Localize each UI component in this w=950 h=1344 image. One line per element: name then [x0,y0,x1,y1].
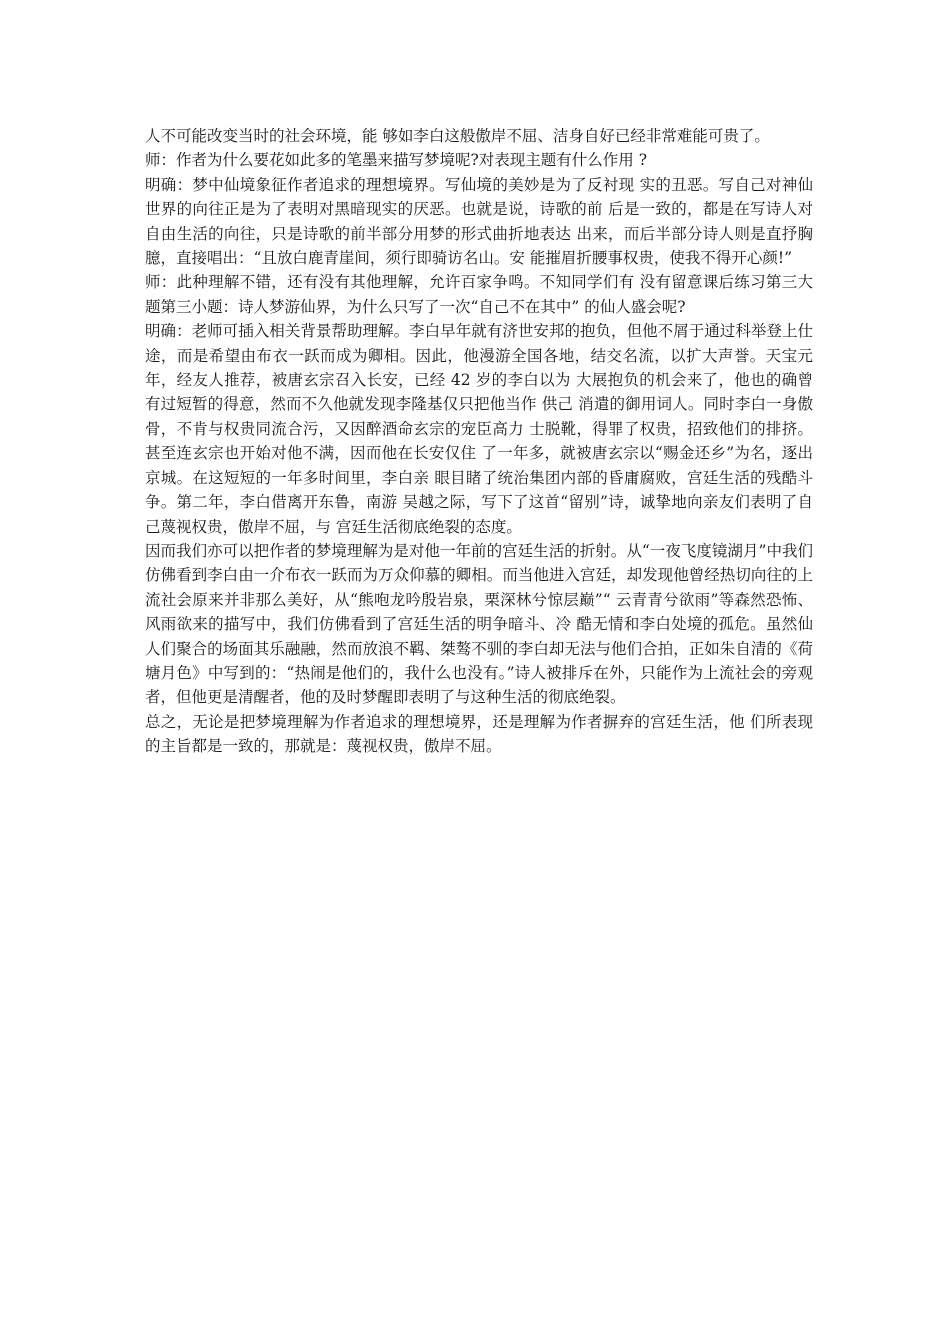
paragraph-4: 师：此种理解不错，还有没有其他理解，允许百家争鸣。不知同学们有 没有留意课后练习第三大题第三小题：诗人梦游仙界，为什么只写了一次“自己不在其中” 的仙人盛会呢? [145,273,813,316]
paragraph-6: 因而我们亦可以把作者的梦境理解为是对他一年前的宫廷生活的折射。从“一夜飞度镜湖月”中我们仿佛看到李白由一介布衣一跃而为万众仰慕的卿相。而当他进入宫廷，却发现他曾经热切向往的上流社会原来并非那么美好，从“熊咆龙吟殷岩泉，栗深林兮惊层巅”“ 云青青兮欲雨”等森然恐怖、风雨欲来的描写中，我们仿佛看到了宫廷生活的明争暗斗、冷 酷无情和李白处境的孤危。虽然仙人们聚合的场面其乐融融，然而放浪不羁、桀骜不驯的李白却无法与他们合拍，正如朱自清的《荷塘月色》中写到的：“热闹是他们的，我什么也没有。”诗人被排斥在外，只能作为上流社会的旁观者，但他更是清醒者，他的及时梦醒即表明了与这种生活的彻底绝裂。 [145,541,813,707]
paragraph-5: 明确：老师可插入相关背景帮助理解。李白早年就有济世安邦的抱负，但他不屑于通过科举登上仕途，而是希望由布衣一跃而成为卿相。因此，他漫游全国各地，结交名流，以扩大声誉。天宝元年，经友人推荐，被唐玄宗召入长安，已经 42 岁的李白以为 大展抱负的机会来了，他也的确曾有过短暂的得意，然而不久他就发现李隆基仅只把他当作 供己 消遣的御用词人。同时李白一身傲骨，不肯与权贵同流合污，又因醉酒命玄宗的宠臣高力 士脱靴，得罪了权贵，招致他们的排挤。甚至连玄宗也开始对他不满，因而他在长安仅住 了一年多，就被唐玄宗以“赐金还乡”为名，逐出京城。在这短短的一年多时间里，李白亲 眼目睹了统治集团内部的昏庸腐败，宫廷生活的残酷斗争。第二年，李白借离开东鲁，南游 吴越之际，写下了这首“留别”诗，诚挚地向亲友们表明了自己蔑视权贵，傲岸不屈，与 宫廷生活彻底绝裂的态度。 [145,322,813,536]
paragraph-7: 总之，无论是把梦境理解为作者追求的理想境界，还是理解为作者摒弃的宫廷生活，他 们所表现的主旨都是一致的，那就是：蔑视权贵，傲岸不屈。 [145,712,813,756]
document-body [145,124,813,759]
paragraph-2: 师：作者为什么要花如此多的笔墨来描写梦境呢?对表现主题有什么作用 ? [145,151,648,170]
paragraph-3: 明确：梦中仙境象征作者追求的理想境界。写仙境的美妙是为了反衬现 实的丑恶。写自己对神仙世界的向往正是为了表明对黑暗现实的厌恶。也就是说，诗歌的前 后是一致的，都是在写诗人对自由生活的向往，只是诗歌的前半部分用梦的形式曲折地表达 出来，而后半部分诗人则是直抒胸臆，直接唱出：“且放白鹿青崖间，须行即骑访名山。安 能摧眉折腰事权贵，使我不得开心颜!” [145,175,813,268]
paragraph-1: 人不可能改变当时的社会环境，能 够如李白这般傲岸不屈、洁身自好已经非常难能可贵了。 [145,127,770,145]
